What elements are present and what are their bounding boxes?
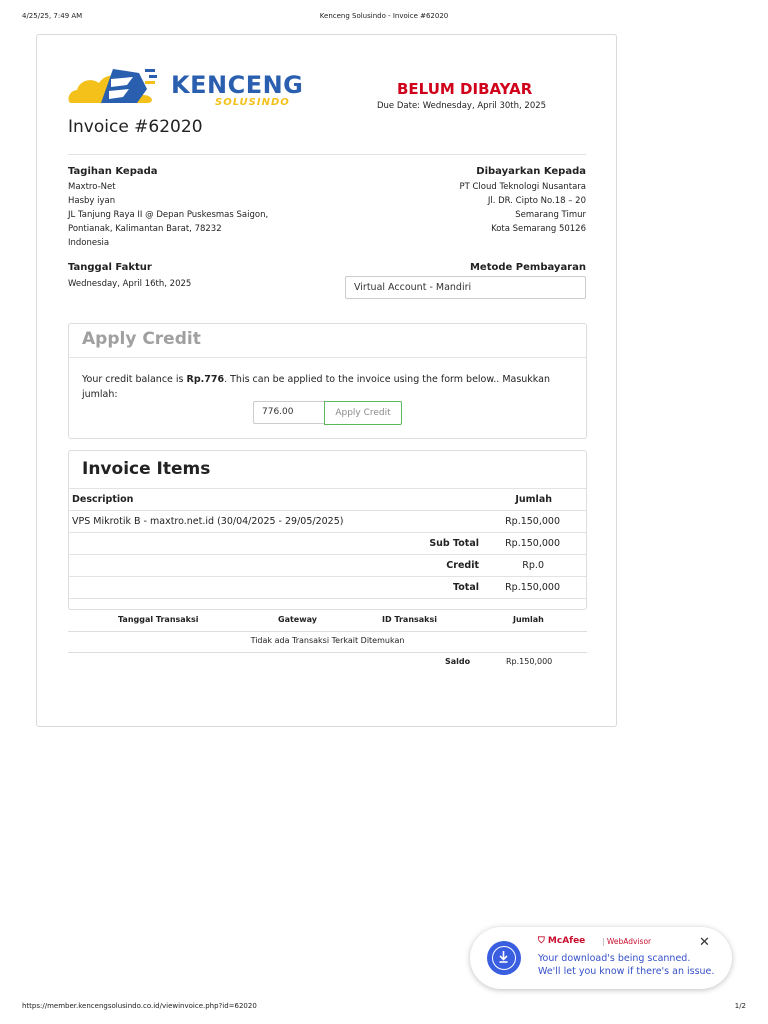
invoice-date-value: Wednesday, April 16th, 2025 [68, 279, 192, 289]
address-line: JL Tanjung Raya II @ Depan Puskesmas Saigon, [68, 210, 269, 220]
address-line: Semarang Timur [515, 210, 586, 220]
billed-to-heading: Tagihan Kepada [68, 166, 158, 177]
download-arrow-icon [493, 947, 514, 968]
invoice-title: Invoice #62020 [68, 117, 203, 137]
credit-label: Credit [446, 560, 479, 571]
invoice-items-panel [68, 450, 587, 610]
address-line: PT Cloud Teknologi Nusantara [459, 182, 586, 192]
tx-col-date: Tanggal Transaksi [118, 615, 199, 624]
subtotal-value: Rp.150,000 [505, 538, 560, 549]
credit-row [69, 554, 586, 577]
close-icon[interactable]: ✕ [699, 935, 710, 950]
due-date: Due Date: Wednesday, April 30th, 2025 [377, 101, 547, 111]
print-page-number: 1/2 [734, 1002, 746, 1010]
cloud-rocket-logo-icon [67, 63, 167, 109]
tx-empty-text: Tidak ada Transaksi Terkait Ditemukan [250, 636, 405, 645]
brand-subname: SOLUSINDO [215, 97, 290, 108]
pay-to-address [459, 180, 586, 236]
tx-col-amount: Jumlah [513, 615, 544, 624]
item-amount: Rp.150,000 [505, 516, 560, 527]
mcafee-brand [538, 936, 585, 946]
mcafee-brand-text: McAfee [547, 936, 586, 946]
address-line: Maxtro-Net [68, 182, 116, 192]
payment-method-select[interactable]: Virtual Account - Mandiri [345, 276, 586, 299]
total-value: Rp.150,000 [505, 582, 560, 593]
balance-label: Saldo [445, 657, 471, 666]
items-header-row [69, 488, 586, 511]
col-amount: Jumlah [515, 494, 552, 505]
separator: | [602, 937, 607, 946]
download-icon-ring [492, 946, 516, 970]
subtotal-row [69, 532, 586, 555]
popup-message [538, 952, 714, 978]
address-line: Hasby iyan [68, 196, 116, 206]
credit-amount-input[interactable]: 776.00 [253, 401, 325, 424]
mcafee-download-popup [470, 927, 732, 989]
brand-name: KENCENG [171, 71, 304, 99]
pay-to-heading: Dibayarkan Kepada [476, 166, 586, 177]
popup-line: Your download's being scanned. [538, 953, 691, 964]
apply-credit-panel [68, 323, 587, 439]
credit-balance: Rp.776 [186, 374, 225, 385]
invoice-sheet [36, 34, 617, 727]
credit-text-before: Your credit balance is [82, 374, 187, 385]
billed-to-address [68, 180, 268, 250]
invoice-status: BELUM DIBAYAR [397, 80, 533, 98]
subtotal-label: Sub Total [429, 538, 479, 549]
tx-col-gateway: Gateway [278, 615, 317, 624]
payment-method-heading: Metode Pembayaran [469, 262, 586, 273]
download-icon [487, 941, 521, 975]
address-line: Kota Semarang 50126 [491, 224, 586, 234]
company-logo [67, 63, 312, 109]
apply-credit-heading: Apply Credit [69, 324, 586, 358]
webadvisor-text: WebAdvisor [606, 937, 652, 946]
invoice-date-heading: Tanggal Faktur [68, 262, 152, 273]
address-line: Pontianak, Kalimantan Barat, 78232 [68, 224, 222, 234]
total-row [69, 576, 586, 599]
popup-line: We'll let you know if there's an issue. [538, 966, 715, 977]
tx-empty-message [68, 636, 587, 645]
total-label: Total [453, 582, 479, 593]
item-description: VPS Mikrotik B - maxtro.net.id (30/04/2025 - 29/05/2025) [72, 516, 344, 527]
print-url: https://member.kencengsolusindo.co.id/viewinvoice.php?id=62020 [22, 1002, 257, 1010]
credit-balance-text [82, 372, 562, 402]
webadvisor-label [602, 937, 651, 946]
credit-value: Rp.0 [522, 560, 544, 571]
print-title: Kenceng Solusindo - Invoice #62020 [319, 12, 449, 20]
apply-credit-button[interactable]: Apply Credit [324, 401, 402, 425]
print-datetime: 4/25/25, 7:49 AM [22, 12, 83, 20]
table-row [69, 510, 586, 533]
mcafee-shield-icon: ⛉ [538, 936, 545, 946]
divider [68, 631, 587, 632]
address-line: Jl. DR. Cipto No.18 – 20 [487, 196, 586, 206]
credit-text-after: . This can be applied to the invoice using the form below.. Masukkan jumlah: [82, 374, 550, 400]
divider [69, 598, 586, 600]
balance-value: Rp.150,000 [506, 657, 553, 666]
tx-col-id: ID Transaksi [382, 615, 438, 624]
divider [68, 154, 586, 155]
invoice-items-heading: Invoice Items [82, 459, 211, 479]
address-line: Indonesia [68, 238, 110, 248]
divider [68, 652, 587, 653]
col-description: Description [72, 494, 134, 505]
